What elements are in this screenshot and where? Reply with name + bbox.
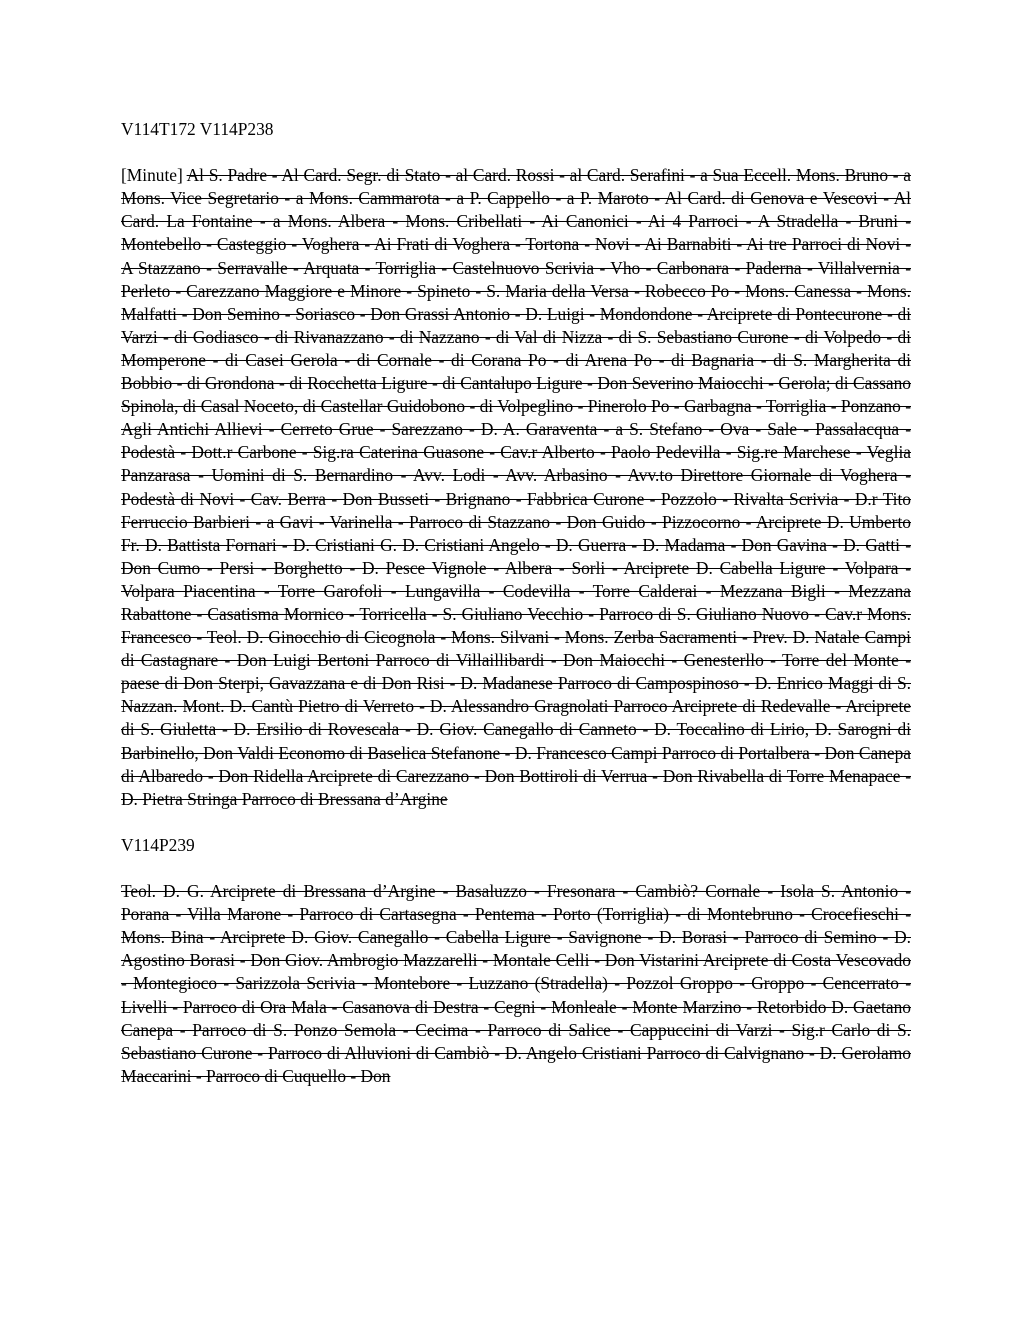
- section-header-p239: V114P239: [121, 834, 195, 855]
- struck-recipient-list-1: Al S. Padre - Al Card. Segr. di Stato - al Card. Rossi - al Card. Serafini - a Sua Eccell. Mons. Bruno - a Mons. Vice Segretario - a Mons. Cammarota - a P. Cappello - a P. Maroto - Al Card. di Genova e Vescovi - Al Card. La Fontaine - a Mons. Albera - Mons. Cribellati - Ai Canonici - Ai 4 Parroci - A Stradella - Bruni - Montebello - Casteggio - Voghera - Ai Frati di Voghera - Tortona - Novi - Ai Barnabiti - Ai tre Parroci di Novi - A Stazzano - Serravalle - Arquata - Torriglia - Castelnuovo Scrivia - Vho - Carbonara - Paderna - Villalvernia - Perleto - Carezzano Maggiore e Minore - Spineto - S. Maria della Versa - Robecco Po - Mons. Canessa - Mons. Malfatti - Don Semino - Soriasco - Don Grassi Antonio - D. Luigi - Mondondone - Arciprete di Pontecurone - di Varzi - di Godiasco - di Rivanazzano - di Nazzano - di Val di Nizza - di S. Sebastiano Curone - di Volpedo - di Momperone - di Casei Gerola - di Cornale - di Corana Po - di Arena Po - di Bagnaria - di S. Margherita di Bobbio - di Grondona - di Rocchetta Ligure - di Cantalupo Ligure - Don Severino Maiocchi - Gerola; di Cassano Spinola, di Casal Noceto, di Castellar Guidobono - di Volpeglino - Pinerolo Po - Garbagna - Torriglia - Ponzano - Agli Antichi Allievi - Cerreto Grue - Sarezzano - D. A. Garaventa - a S. Stefano - Ova - Sale - Passalacqua - Podestà - Dott.r Carbone - Sig.ra Caterina Guasone - Cav.r Alberto - Paolo Pedevilla - Sig.re Marchese - Veglia Panzarasa - Uomini di S. Bernardino - Avv. Lodi - Avv. Arbasino - Avv.to Direttore Giornale di Voghera - Podestà di Novi - Cav. Berra - Don Busseti - Brignano - Fabbrica Curone - Pozzolo - Rivalta Scrivia - D.r Tito Ferruccio Barbieri - a Gavi - Varinella - Parroco di Stazzano - Don Guido - Pizzocorno - Arciprete D. Umberto Fr. D. Battista Fornari - D. Cristiani G. D. Cristiani Angelo - D. Guerra - D. Madama - Don Gavina - D. Gatti - Don Cumo - Persi - Borghetto - D. Pesce Vignole - Albera - Sorli - Arciprete D. Cabella Ligure - Volpara - Volpara Piacentina - Torre Garofoli - Lungavilla - Codevilla - Torre Calderai - Mezzana Bigli - Mezzana Rabattone - Casatisma Mornico - Torricella - S. Giuliano Vecchio - Parroco di S. Giuliano Nuovo - Cav.r Mons. Francesco - Teol. D. Ginocchio di Cicognola - Mons. Silvani - Mons. Zerba Sacramenti - Prev. D. Natale Campi di Castagnare - Don Luigi Bertoni Parroco di Villaillibardi - Don Maiocchi - Genesterllo - Torre del Monte - paese di Don Sterpi, Gavazzana e di Don Risi - D. Madanese Parroco di Campospinoso - D. Enrico Maggi di S. Nazzan. Mont. D. Cantù Pietro di Verreto - D. Alessandro Gragnolati Parroco Arciprete di Redevalle - Arciprete di S. Giuletta - D. Ersilio di Rovescala - D. Giov. Canegallo di Canneto - D. Toccalino di Lirio, D. Sarogni di Barbinello, Don Valdi Economo di Baselica Stefanone - D. Francesco Campi Parroco di Portalbera - Don Canepa di Albaredo - Don Ridella Arciprete di Carezzano - Don Bottiroli di Verrua - Don Rivabella di Torre Menapace - D. Pietra Stringa Parroco di Bressana d’Argine: [121, 165, 912, 809]
- struck-recipient-list-2: Teol. D. G. Arciprete di Bressana d’Argine - Basaluzzo - Fresonara - Cambiò? Cornale - Isola S. Antonio - Porana - Villa Marone - Parroco di Cartasegna - Pentema - Porto (Torriglia) - di Montebruno - Crocefieschi - Mons. Bina - Arciprete D. Giov. Canegallo - Cabella Ligure - Savignone - D. Borasi - Parroco di Semino - D. Agostino Borasi - Don Giov. Ambrogio Mazzarelli - Montale Celli - Don Vistarini Arciprete di Costa Vescovado - Montegioco - Sarizzola Scrivia - Montebore - Luzzano (Stradella) - Pozzol Groppo - Groppo - Cencerrato - Livelli - Parroco di Ora Mala - Casanova di Destra - Cegni - Monleale - Monte Marzino - Retorbido D. Gaetano Canepa - Parroco di S. Ponzo Semola - Cecima - Parroco di Salice - Cappuccini di Varzi - Sig.r Carlo di S. Sebastiano Curone - Parroco di Alluvioni di Cambiò - D. Angelo Cristiani Parroco di Calvignano - D. Gerolamo Maccarini - Parroco di Cuquello - Don: [121, 881, 911, 1086]
- document-header: V114T172 V114P238: [121, 119, 274, 139]
- minute-label: [Minute]: [121, 165, 183, 186]
- document-page: [121, 118, 911, 1088]
- paragraph-p239: [121, 880, 911, 1088]
- paragraph-minute: [121, 164, 911, 811]
